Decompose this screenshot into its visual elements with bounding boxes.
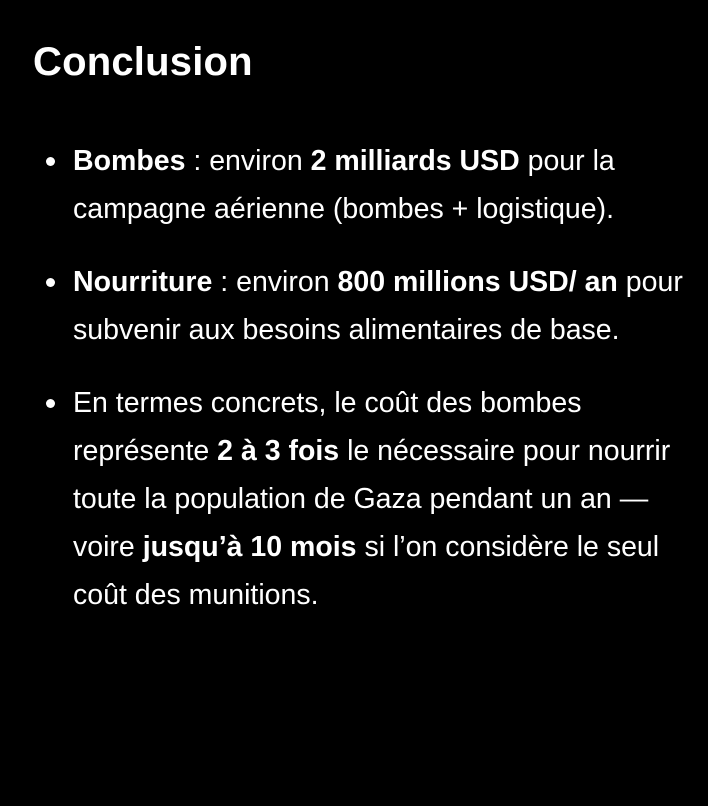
bombs-label: Bombes	[73, 145, 186, 177]
bullet-bombs	[0, 137, 685, 233]
comparison-text-1: En termes concrets, le coût des bombes représente	[73, 387, 582, 467]
page-title: Conclusion	[33, 40, 253, 84]
bombs-text-2: pour la campagne aérienne (bombes + logistique).	[73, 145, 615, 225]
bombs-cost: 2 milliards USD	[310, 145, 520, 177]
comparison-text-3: si l’on considère le seul coût des munitions.	[73, 531, 660, 611]
food-label: Nourriture	[73, 266, 213, 298]
bullet-food	[0, 258, 685, 354]
comparison-months: jusqu’à 10 mois	[142, 531, 357, 563]
food-text-2: pour subvenir aux besoins alimentaires de base.	[73, 266, 683, 346]
conclusion-list	[0, 137, 708, 644]
comparison-ratio: 2 à 3 fois	[217, 435, 340, 467]
bombs-text-1: : environ	[185, 145, 311, 177]
food-text-1: : environ	[212, 266, 338, 298]
food-cost: 800 millions USD/ an	[337, 266, 618, 298]
comparison-text-2: le nécessaire pour nourrir toute la population de Gaza pendant un an — voire	[73, 435, 671, 563]
bullet-comparison	[0, 379, 685, 619]
